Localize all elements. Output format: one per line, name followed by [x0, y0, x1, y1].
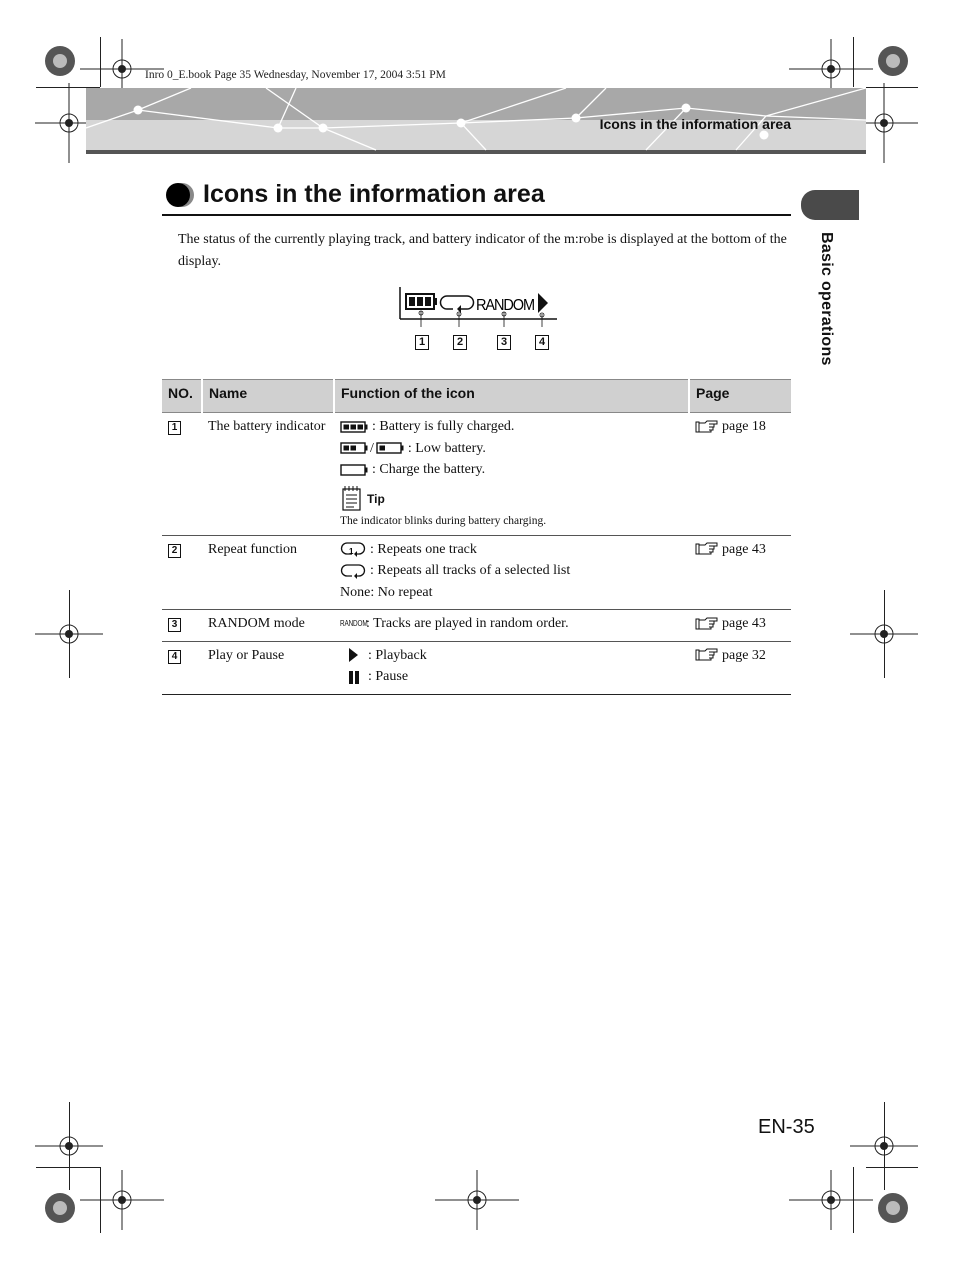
pointing-hand-icon: [695, 542, 719, 556]
repeat-all-icon: [340, 563, 368, 579]
tip: [340, 485, 683, 513]
row-function: [334, 610, 689, 642]
battery-full-icon: [340, 421, 370, 433]
function-text: None: No repeat: [340, 584, 433, 600]
book-info-line: Inro 0_E.book Page 35 Wednesday, November 17, 2004 3:51 PM: [145, 69, 446, 81]
repeat-one-icon: [340, 541, 368, 557]
page-reference: [695, 645, 785, 667]
function-text: : Playback: [368, 647, 427, 663]
row-number: 4: [168, 650, 181, 664]
table-row: [162, 610, 791, 642]
page-reference: [695, 416, 785, 438]
callout-2: 2: [453, 335, 467, 350]
callout-4: 4: [535, 335, 549, 350]
page-link[interactable]: page 43: [722, 616, 766, 631]
page-title: Icons in the information area: [203, 180, 545, 208]
callout-3: 3: [497, 335, 511, 350]
title-rule: [162, 214, 791, 216]
function-text: : Low battery.: [407, 440, 486, 456]
header-function: Function of the icon: [334, 380, 689, 413]
page-link[interactable]: page 43: [722, 541, 766, 557]
page-link[interactable]: page 32: [722, 647, 766, 663]
battery-full-icon: [406, 294, 437, 309]
row-number: 2: [168, 544, 181, 558]
row-number: 3: [168, 618, 181, 632]
header-title: Icons in the information area: [599, 116, 791, 132]
row-function: [334, 535, 689, 610]
page-reference: [695, 539, 785, 561]
pointing-hand-icon: [695, 420, 719, 434]
black-circle-bullet-icon: [165, 181, 195, 209]
page-number: EN-35: [758, 1116, 815, 1138]
page-reference: [695, 613, 785, 635]
svg-text:1: 1: [349, 547, 354, 557]
tip-label: Tip: [367, 492, 385, 506]
page-link[interactable]: page 18: [722, 419, 766, 434]
function-text: : Tracks are played in random order.: [366, 616, 569, 631]
row-name: The battery indicator: [208, 419, 326, 434]
function-text: : Pause: [368, 669, 409, 684]
function-separator: /: [370, 440, 374, 456]
play-icon: [538, 293, 548, 313]
icon-table: [162, 379, 791, 695]
function-text: : Repeats one track: [370, 541, 477, 557]
display-strip: [395, 285, 565, 327]
side-tab-label: Basic operations: [818, 232, 835, 366]
function-text: : Repeats all tracks of a selected list: [370, 563, 571, 578]
random-indicator: RANDOM: [476, 297, 535, 314]
play-icon: [340, 647, 366, 663]
table-row: [162, 641, 791, 694]
callout-1: 1: [415, 335, 429, 350]
row-number: 1: [168, 421, 181, 435]
row-name: RANDOM mode: [208, 616, 305, 631]
side-tab: [801, 190, 859, 220]
notepad-icon: [340, 485, 364, 513]
random-icon: RANDOM: [340, 619, 368, 628]
table-row: [162, 535, 791, 610]
header-no: NO.: [162, 380, 202, 413]
row-name: Repeat function: [208, 541, 298, 557]
row-name: Play or Pause: [208, 647, 285, 663]
row-function: [334, 641, 689, 694]
function-text: : Charge the battery.: [372, 462, 486, 477]
table-row: [162, 413, 791, 536]
display-diagram: [395, 285, 565, 355]
battery-low-icon: [376, 442, 406, 454]
pointing-hand-icon: [695, 648, 719, 662]
row-function: [334, 413, 689, 536]
intro-paragraph: The status of the currently playing track, and battery indicator of the m:robe is displayed at the bottom of the display.: [178, 232, 787, 269]
header-name: Name: [202, 380, 334, 413]
tip-text: The indicator blinks during battery charging.: [340, 514, 547, 527]
repeat-all-icon: [441, 296, 474, 313]
pause-icon: [340, 669, 366, 685]
battery-empty-icon: [340, 464, 370, 476]
table-header-row: [162, 380, 791, 413]
battery-low-icon: [340, 442, 368, 454]
pointing-hand-icon: [695, 617, 719, 631]
header-page: Page: [689, 380, 791, 413]
function-text: : Battery is fully charged.: [372, 419, 515, 434]
